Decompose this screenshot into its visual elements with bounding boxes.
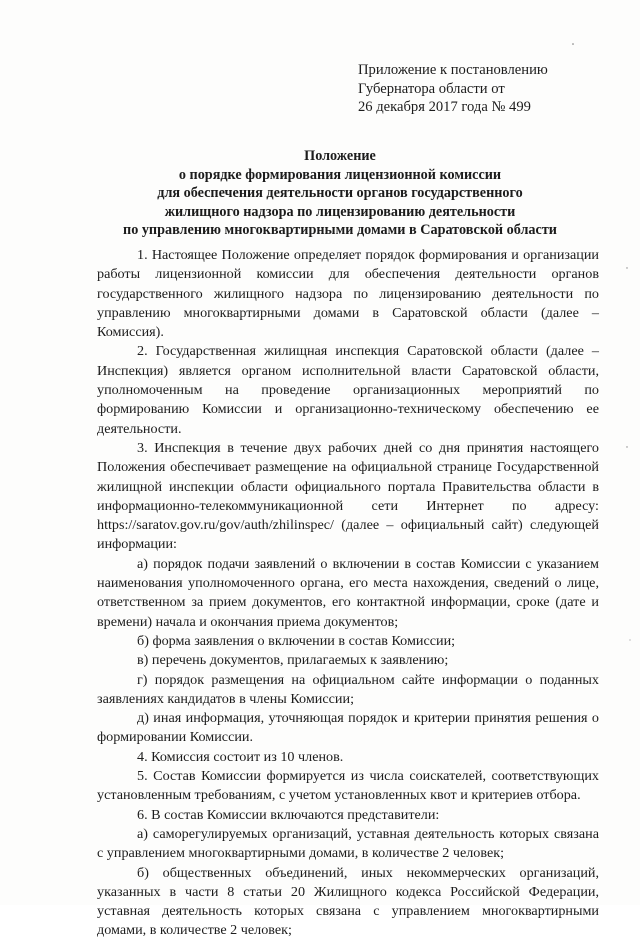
title-line: Положение bbox=[304, 148, 376, 164]
paragraph: г) порядок размещения на официальном сайте информации о поданных заявлениях кандидатов в члены Комиссии; bbox=[97, 671, 599, 707]
header-line: Губернатора области от bbox=[358, 80, 505, 97]
paragraph: 2. Государственная жилищная инспекция Саратовской области (далее – Инспекция) является органом исполнительной власти Саратовской области, уполномоченным на проведение организационных мероприятий по формированию Комиссии и организационно-техническому обеспечению ее деятельности. bbox=[97, 343, 599, 437]
paragraph: в) перечень документов, прилагаемых к заявлению; bbox=[137, 652, 449, 669]
paragraph: б) форма заявления о включении в состав Комиссии; bbox=[137, 632, 456, 649]
header-line: 26 декабря 2017 года № 499 bbox=[358, 99, 531, 115]
paragraph: 4. Комиссия состоит из 10 членов. bbox=[137, 748, 344, 765]
title-line: о порядке формирования лицензионной комиссии bbox=[178, 166, 502, 183]
paragraph: а) саморегулируемых организаций, уставная деятельность которых связана с управлением многоквартирными домами, в количестве 2 человек; bbox=[97, 825, 599, 862]
paragraph: а) порядок подачи заявлений о включении в состав Комиссии с указанием наименования уполномоченного органа, его места нахождения, сведений о лице, ответственном за прием документов, его контактной информации, сроке (дате и времени) начала и окончания приема документов; bbox=[97, 555, 599, 630]
document-body bbox=[97, 246, 599, 941]
header-line: Приложение к постановлению bbox=[358, 62, 548, 78]
title-line: жилищного надзора по лицензированию деятельности bbox=[164, 203, 516, 220]
title-line: для обеспечения деятельности органов государственного bbox=[157, 185, 523, 202]
paragraph: 1. Настоящее Положение определяет порядок формирования и организации работы лицензионной комиссии для обеспечения деятельности органов государственного жилищного надзора по лицензированию деятельности по управлению многоквартирными домами в Саратовской области (далее – Комиссия). bbox=[97, 247, 599, 341]
appendix-header bbox=[358, 61, 608, 117]
paragraph: 5. Состав Комиссии формируется из числа соискателей, соответствующих установленным требованиям, с учетом установленных квот и критериев отбора. bbox=[97, 768, 599, 804]
paragraph: 3. Инспекция в течение двух рабочих дней со дня принятия настоящего Положения обеспечивает размещение на официальной странице Государственной жилищной инспекции области официального портала Правительства области в информационно-телекоммуникационной сети Интернет по адресу: https://saratov.gov.ru/gov/auth/zhilinspec/ (далее – официальный сайт) следующей информации: bbox=[97, 439, 599, 553]
paragraph: б) общественных объединений, иных некоммерческих организаций, указанных в части 8 статьи 20 Жилищного кодекса Российской Федерации, уставная деятельность которых связана с управлением многоквартирными домами, в количестве 2 человек; bbox=[97, 864, 599, 939]
paragraph: 6. В состав Комиссии включаются представители: bbox=[137, 806, 440, 823]
paragraph: д) иная информация, уточняющая порядок и критерии принятия решения о формировании Комиссии. bbox=[97, 710, 599, 746]
document-title bbox=[90, 147, 590, 240]
title-line: по управлению многоквартирными домами в Саратовской области bbox=[123, 222, 557, 239]
